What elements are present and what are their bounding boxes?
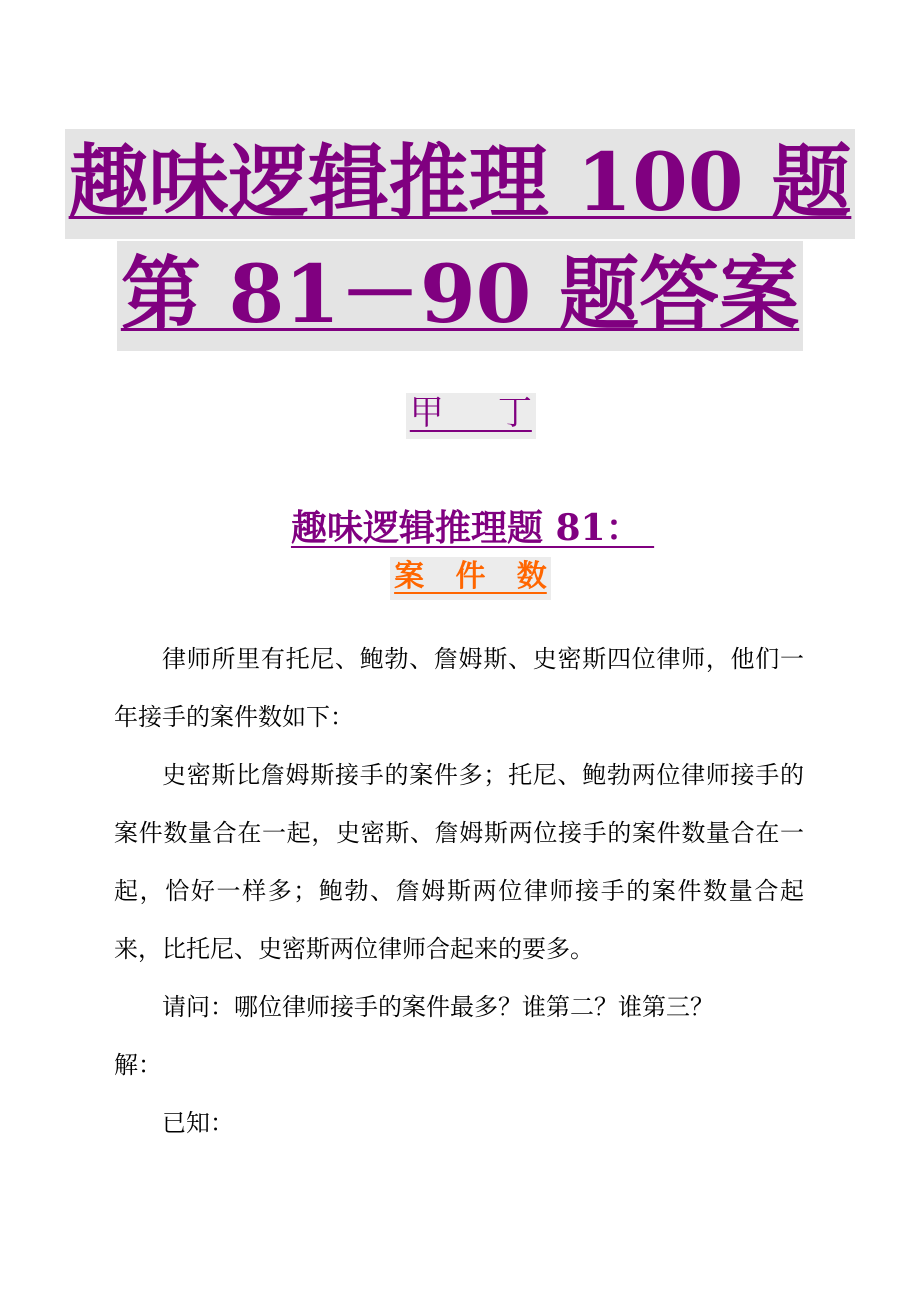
section-title-text: 趣味逻辑推理题 81： [290,507,655,549]
author-line [0,362,920,433]
problem-paragraph-2: 史密斯比詹姆斯接手的案件多；托尼、鲍勃两位律师接手的案件数量合在一起，史密斯、詹姆斯两位接手的案件数量合在一起，恰好一样多；鲍勃、詹姆斯两位律师接手的案件数量合起来，比托尼、史密斯两位律师合起来的要多。 [114,761,804,963]
known-label: 已知： [162,1109,234,1137]
author-name: 甲 丁 [406,393,536,439]
problem-question: 请问：哪位律师接手的案件最多？谁第二？谁第三？ [162,993,714,1021]
problem-paragraph-1: 律师所里有托尼、鲍勃、詹姆斯、史密斯四位律师，他们一年接手的案件数如下： [114,645,804,731]
main-title-line-2-text: 第 81－90 题答案 [117,241,803,351]
section-subtitle-text: 案 件 数 [390,557,551,600]
problem-body [114,630,804,1152]
solution-label: 解： [114,1051,162,1079]
main-title-line-1-text: 趣味逻辑推理 100 题 [65,129,856,239]
main-title-line-1 [0,135,920,229]
section-subtitle [0,532,920,592]
main-title-line-2 [0,247,920,341]
